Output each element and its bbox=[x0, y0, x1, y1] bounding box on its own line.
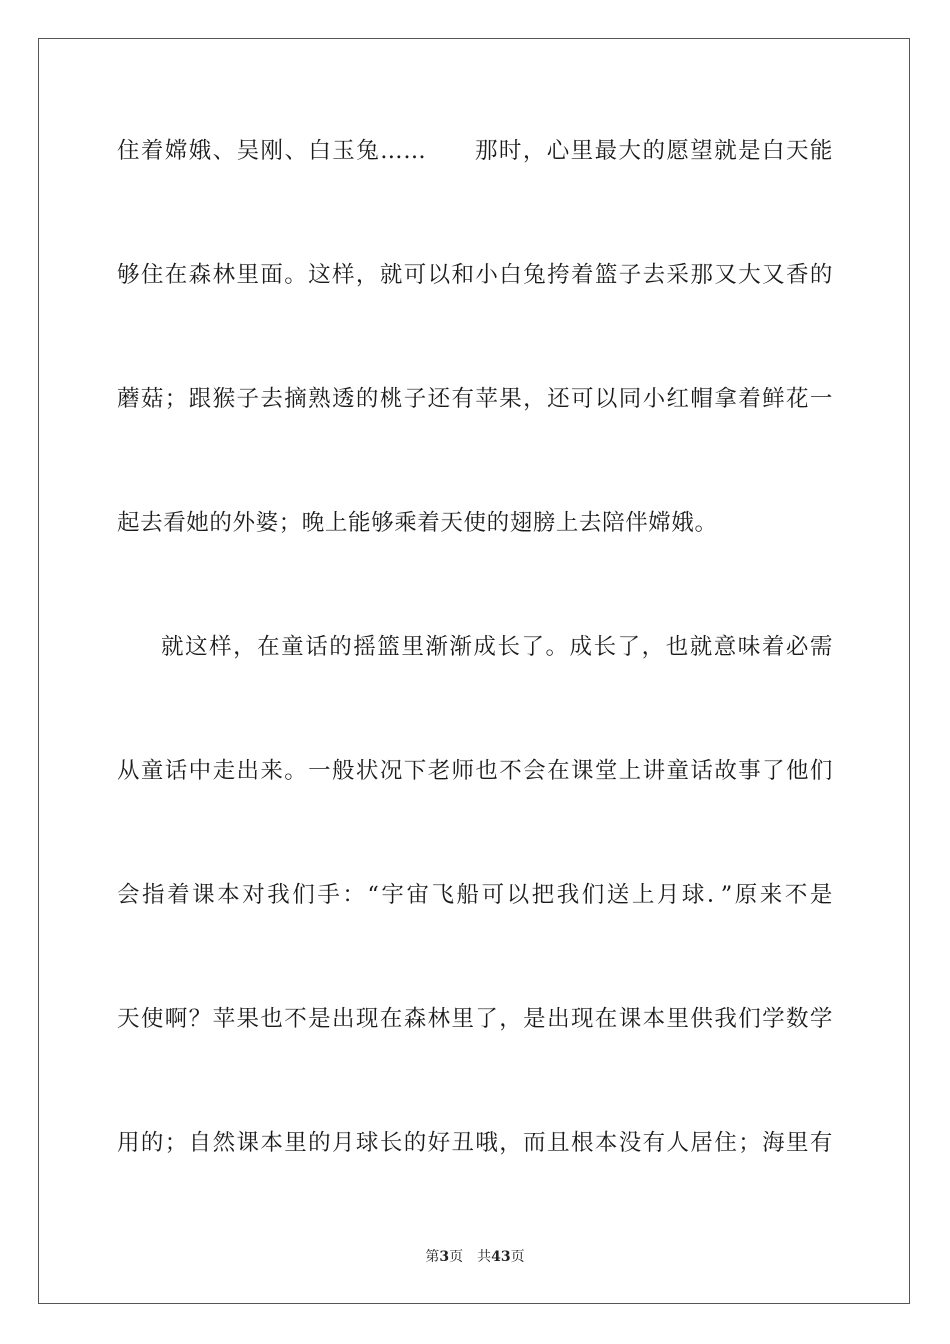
body-line-3: 蘑菇；跟猴子去摘熟透的桃子还有苹果，还可以同小红帽拿着鲜花一 bbox=[117, 386, 833, 412]
body-line-9: 用的；自然课本里的月球长的好丑哦，而且根本没有人居住；海里有 bbox=[117, 1130, 833, 1156]
body-line-7: 会指着课本对我们手：“宇宙飞船可以把我们送上月球．”原来不是 bbox=[117, 882, 833, 908]
footer-total-pages: 43 bbox=[491, 1249, 511, 1265]
footer-total-prefix: 共 bbox=[477, 1249, 492, 1265]
footer-page-prefix: 第 bbox=[425, 1249, 440, 1265]
footer-total-suffix: 页 bbox=[510, 1249, 525, 1265]
body-line-4: 起去看她的外婆；晚上能够乘着天使的翅膀上去陪伴嫦娥。 bbox=[117, 510, 718, 536]
body-line-2: 够住在森林里面。这样，就可以和小白兔挎着篮子去采那又大又香的 bbox=[117, 262, 833, 288]
body-line-5: 就这样，在童话的摇篮里渐渐成长了。成长了，也就意味着必需 bbox=[161, 634, 833, 660]
body-line-6: 从童话中走出来。一般状况下老师也不会在课堂上讲童话故事了他们 bbox=[117, 758, 833, 784]
footer-page-suffix: 页 bbox=[449, 1249, 464, 1265]
page-border bbox=[38, 38, 910, 1304]
footer-page-number: 3 bbox=[439, 1249, 450, 1265]
body-line-1: 住着嫦娥、吴刚、白玉兔…… 那时，心里最大的愿望就是白天能 bbox=[117, 138, 833, 164]
body-line-8: 天使啊？苹果也不是出现在森林里了，是出现在课本里供我们学数学 bbox=[117, 1006, 833, 1032]
page-footer bbox=[0, 1248, 950, 1266]
